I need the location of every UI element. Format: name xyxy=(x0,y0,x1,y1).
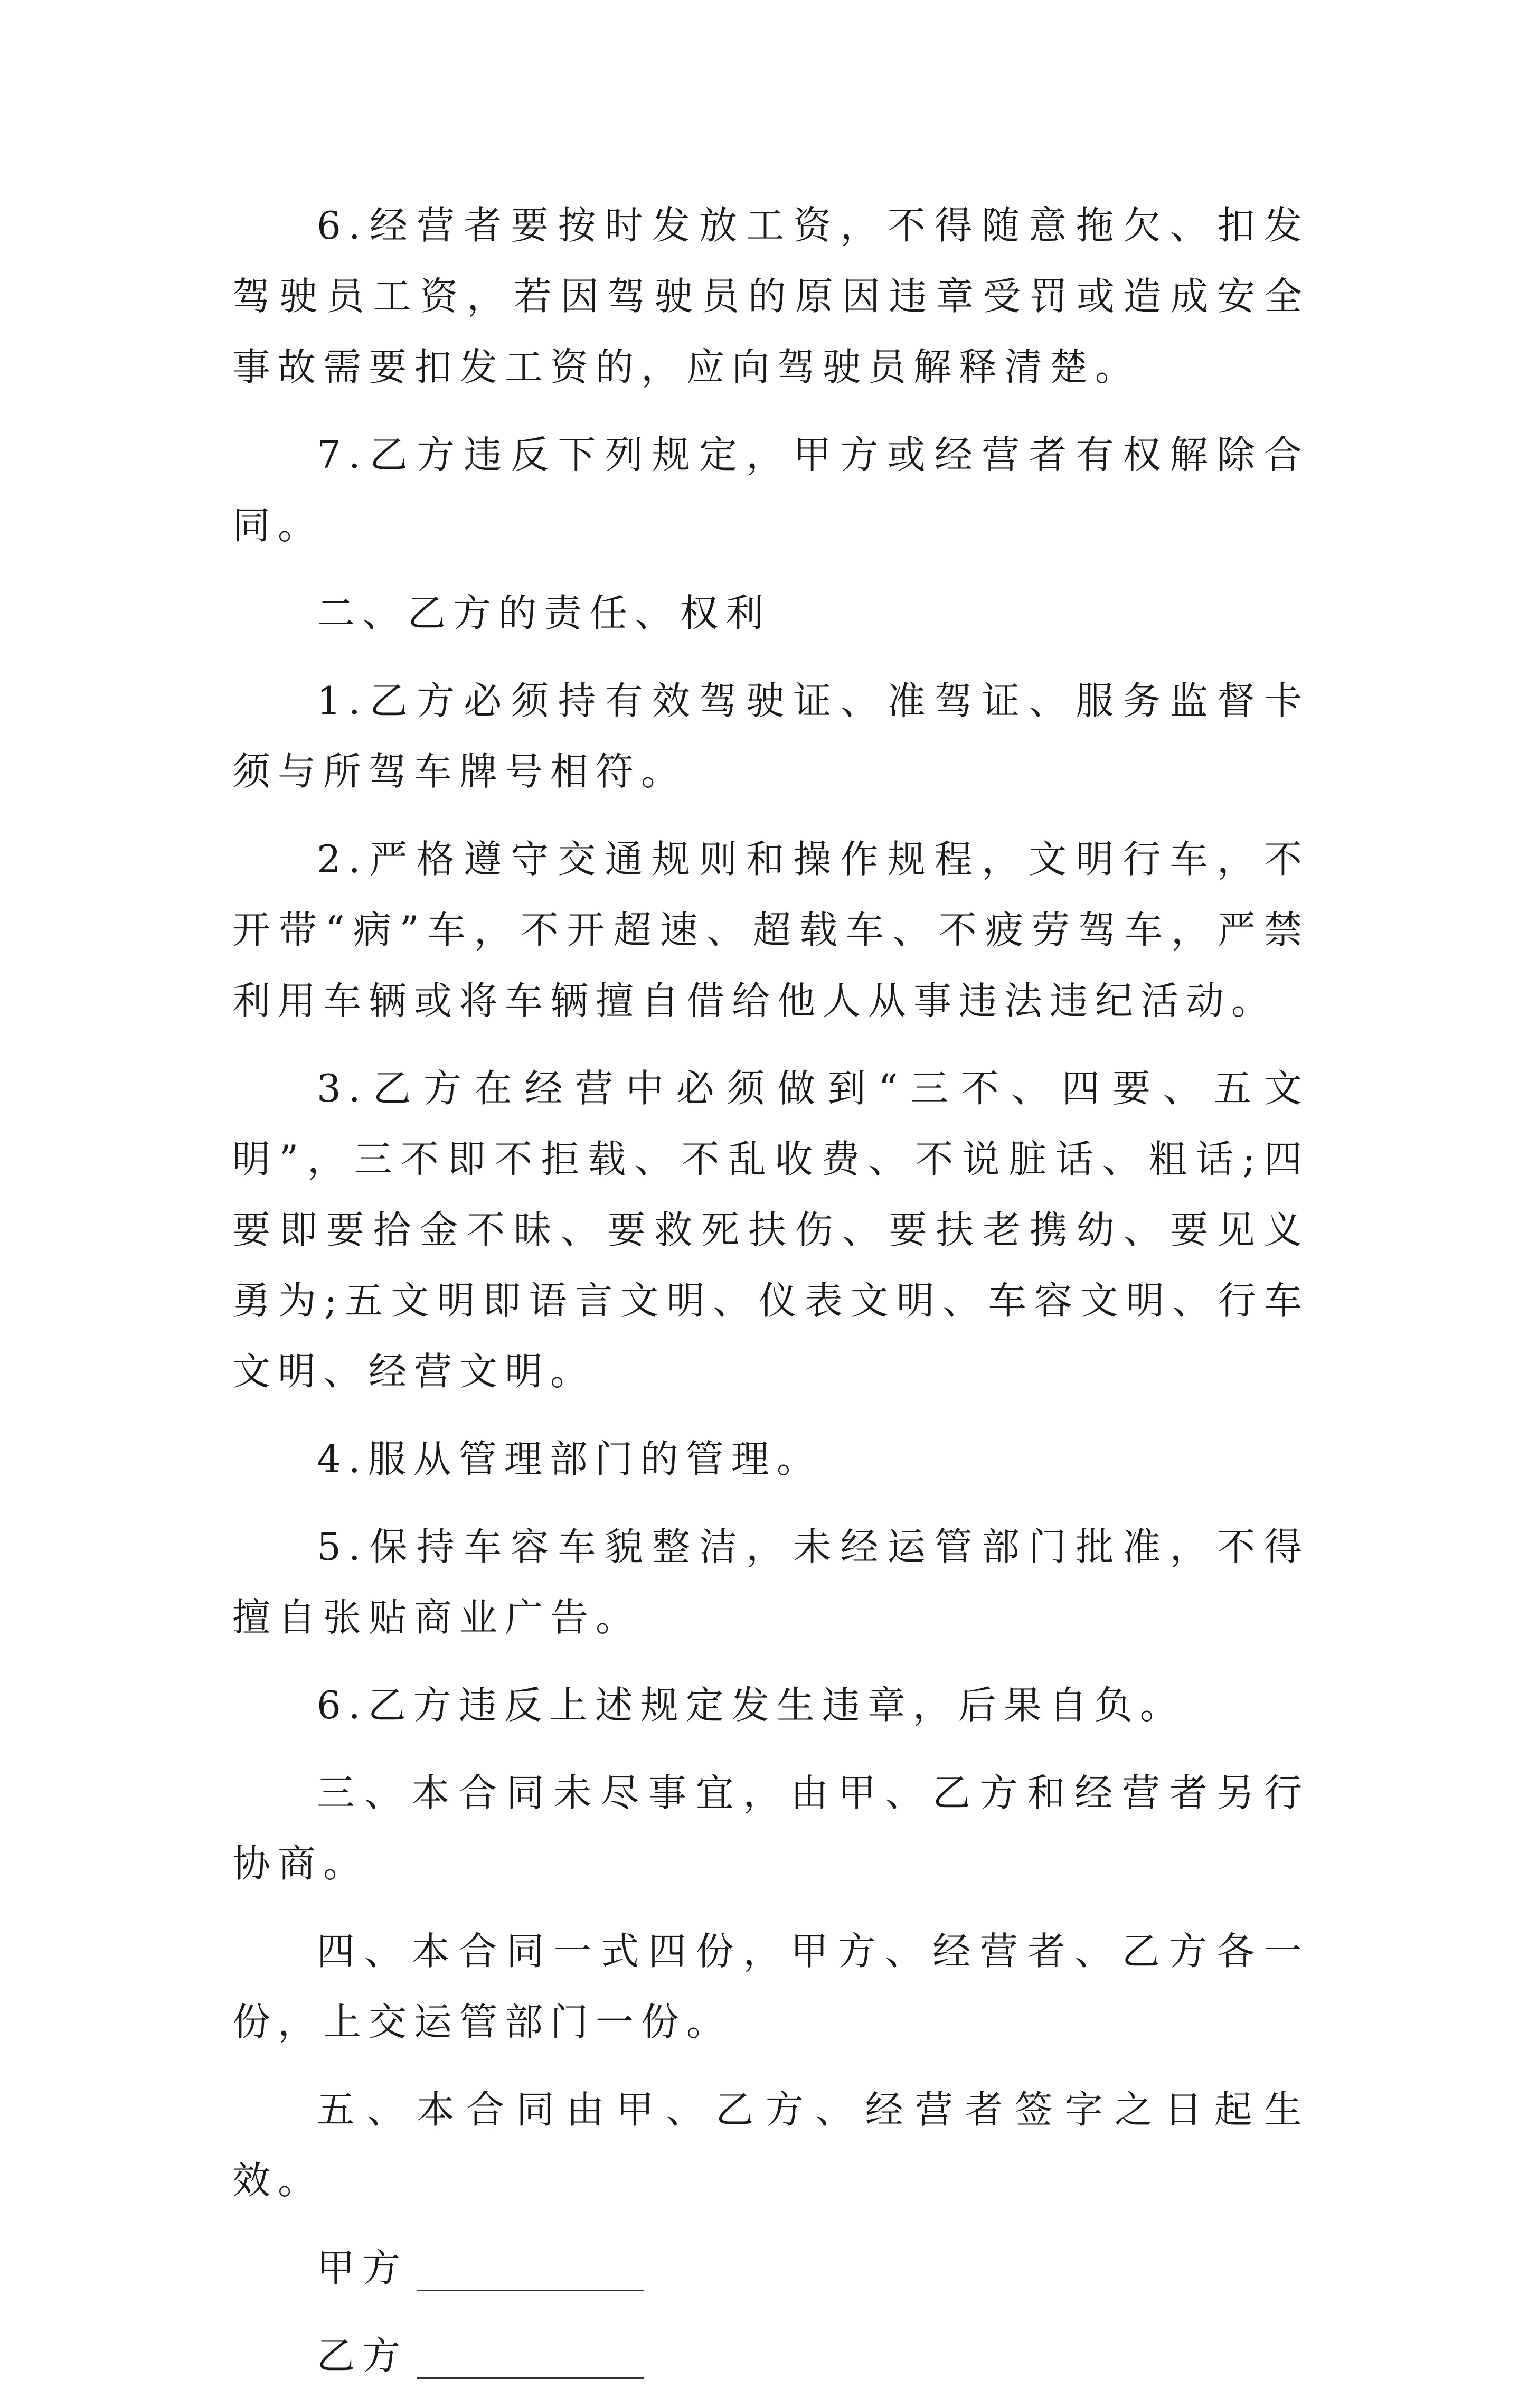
party-a-label: 甲方 xyxy=(317,2246,408,2290)
signature-row-party-b xyxy=(232,2320,1309,2391)
party-b-label: 乙方 xyxy=(317,2334,408,2378)
party-a-signature-line xyxy=(417,2290,644,2291)
paragraph-traffic-rules: 2.严格遵守交通规则和操作规程，文明行车，不开带“病”车，不开超速、超载车、不疲劳驾车，严禁利用车辆或将车辆擅自借给他人从事违法违纪活动。 xyxy=(232,837,1309,1023)
clause-four-copies: 四、本合同一式四份，甲方、经营者、乙方各一份，上交运管部门一份。 xyxy=(232,1929,1309,2044)
paragraph-obey-management: 4.服从管理部门的管理。 xyxy=(317,1437,822,1481)
paragraph-service-standards: 3.乙方在经营中必须做到“三不、四要、五文明”，三不即不拒载、不乱收费、不说脏话、粗话;四要即要拾金不昧、要救死扶伤、要扶老携幼、要见义勇为;五文明即语言文明、仪表文明、车容文明、行车文明、经营文明。 xyxy=(232,1066,1309,1394)
paragraph-wage-payment: 6.经营者要按时发放工资，不得随意拖欠、扣发驾驶员工资，若因驾驶员的原因违章受罚或造成安全事故需要扣发工资的，应向驾驶员解释清楚。 xyxy=(232,203,1309,389)
paragraph-valid-license: 1.乙方必须持有效驾驶证、准驾证、服务监督卡须与所驾车牌号相符。 xyxy=(232,679,1309,794)
clause-five-effective-date: 五、本合同由甲、乙方、经营者签字之日起生效。 xyxy=(232,2087,1309,2203)
contract-body xyxy=(232,190,1309,2408)
section-heading-party-b-duties: 二、乙方的责任、权利 xyxy=(317,591,771,635)
party-b-signature-line xyxy=(417,2377,644,2379)
signature-row-party-a xyxy=(232,2233,1309,2303)
paragraph-vehicle-cleanliness: 5.保持车容车貌整洁，未经运管部门批准，不得擅自张贴商业广告。 xyxy=(232,1525,1309,1640)
paragraph-violation-consequence: 6.乙方违反上述规定发生违章，后果自负。 xyxy=(317,1683,1185,1727)
paragraph-contract-termination: 7.乙方违反下列规定，甲方或经营者有权解除合同。 xyxy=(232,432,1309,548)
clause-three-negotiation: 三、本合同未尽事宜，由甲、乙方和经营者另行协商。 xyxy=(232,1771,1309,1886)
